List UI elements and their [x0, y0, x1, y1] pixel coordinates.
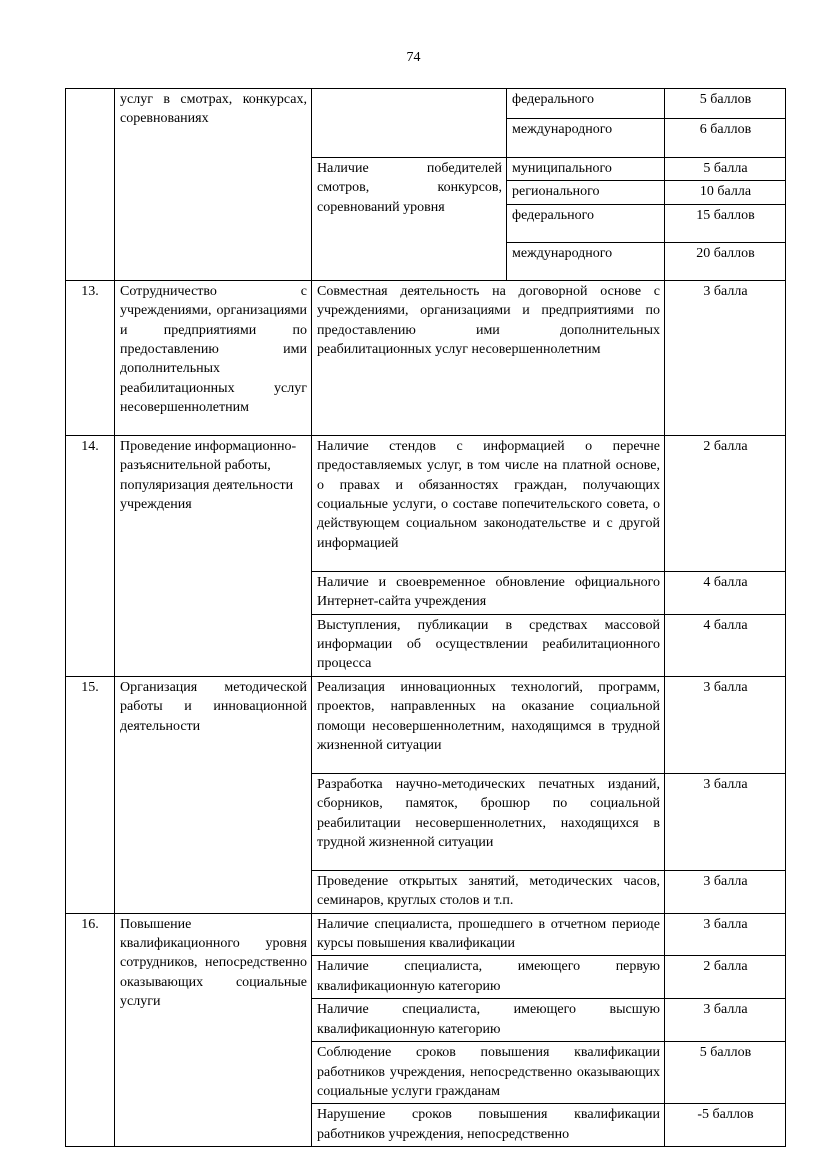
criterion-cell: Повышение квалификационного уровня сотрудников, непосредственно оказывающих социальные услуги: [115, 913, 312, 1146]
indicator-cell: Наличие победителей смотров, конкурсов, соревнований уровня: [312, 158, 507, 281]
score-cell: 2 балла: [665, 956, 786, 999]
score-cell: 20 баллов: [665, 242, 786, 280]
score-cell: 2 балла: [665, 435, 786, 571]
indicator-cell: Наличие стендов с информацией о перечне предоставляемых услуг, в том числе на платной основе, о правах и обязанностях граждан, получающих социальные услуги, о составе попечительского совета, о действующем социальном законодательстве и с другой информацией: [312, 435, 665, 571]
score-cell: 5 баллов: [665, 1042, 786, 1104]
indicator-cell: Разработка научно-методических печатных изданий, сборников, памяток, брошюр по социальной реабилитации несовершеннолетних, находящихся в трудной жизненной ситуации: [312, 773, 665, 870]
score-cell: 3 балла: [665, 870, 786, 913]
criterion-cell: Организация методической работы и инновационной деятельности: [115, 676, 312, 913]
level-cell: федерального: [507, 89, 665, 119]
criterion-cell: Сотрудничество с учреждениями, организациями и предприятиями по предоставлению ими дополнительных реабилитационных услуг несовершеннолетним: [115, 280, 312, 435]
page-number: 74: [406, 50, 421, 65]
indicator-cell: Реализация инновационных технологий, программ, проектов, направленных на оказание социальной помощи несовершеннолетним, находящимся в трудной жизненной ситуации: [312, 676, 665, 773]
table-row: [66, 676, 786, 773]
level-cell: регионального: [507, 181, 665, 204]
score-cell: 4 балла: [665, 571, 786, 614]
row-number-cell: 13.: [66, 280, 115, 435]
indicator-cell: [312, 89, 507, 158]
score-cell: -5 баллов: [665, 1104, 786, 1147]
score-cell: 4 балла: [665, 614, 786, 676]
score-cell: 5 балла: [665, 158, 786, 181]
criterion-cell: услуг в смотрах, конкурсах, соревнованиях: [115, 89, 312, 281]
indicator-cell: Наличие специалиста, имеющего первую квалификационную категорию: [312, 956, 665, 999]
level-cell: международного: [507, 119, 665, 158]
row-number-cell: 14.: [66, 435, 115, 676]
indicator-cell: Совместная деятельность на договорной основе с учреждениями, организациями и предприятиями по предоставлению ими дополнительных реабилитационных услуг несовершеннолетним: [312, 280, 665, 435]
indicator-cell: Проведение открытых занятий, методических часов, семинаров, круглых столов и т.п.: [312, 870, 665, 913]
score-cell: 15 баллов: [665, 204, 786, 242]
level-cell: муниципального: [507, 158, 665, 181]
score-cell: 3 балла: [665, 773, 786, 870]
indicator-cell: Нарушение сроков повышения квалификации работников учреждения, непосредственно: [312, 1104, 665, 1147]
indicator-cell: Выступления, публикации в средствах массовой информации об осуществлении реабилитационного процесса: [312, 614, 665, 676]
row-number-cell: [66, 89, 115, 281]
criterion-cell: Проведение информационно-разъяснительной работы, популяризация деятельности учреждения: [115, 435, 312, 676]
level-cell: международного: [507, 242, 665, 280]
row-number-cell: 15.: [66, 676, 115, 913]
indicator-cell: Наличие специалиста, прошедшего в отчетном периоде курсы повышения квалификации: [312, 913, 665, 956]
indicator-cell: Соблюдение сроков повышения квалификации работников учреждения, непосредственно оказывающих социальные услуги гражданам: [312, 1042, 665, 1104]
score-cell: 6 баллов: [665, 119, 786, 158]
table-row: [66, 913, 786, 956]
score-cell: 3 балла: [665, 280, 786, 435]
score-cell: 3 балла: [665, 999, 786, 1042]
score-cell: 10 балла: [665, 181, 786, 204]
indicator-cell: Наличие и своевременное обновление официального Интернет-сайта учреждения: [312, 571, 665, 614]
table-row: [66, 280, 786, 435]
score-cell: 5 баллов: [665, 89, 786, 119]
table-row: [66, 435, 786, 571]
level-cell: федерального: [507, 204, 665, 242]
table-row: [66, 89, 786, 119]
score-cell: 3 балла: [665, 913, 786, 956]
row-number-cell: 16.: [66, 913, 115, 1146]
indicator-cell: Наличие специалиста, имеющего высшую квалификационную категорию: [312, 999, 665, 1042]
score-cell: 3 балла: [665, 676, 786, 773]
criteria-table: [65, 88, 786, 1147]
